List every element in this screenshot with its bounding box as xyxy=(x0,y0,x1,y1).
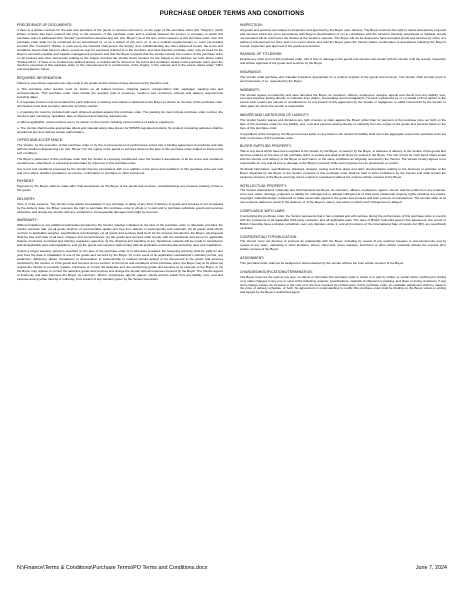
section-heading: CHANGES/MODIFICATIONS/TERMINATION: xyxy=(240,269,313,274)
section-heading: INTELLECTUAL PROPERTY: xyxy=(240,183,288,188)
section-paragraph: In accepting this purchase order, the Vendor represents that it has complied and will continue during the performance of this purchase order to comply with the provisions of all applicable third-party contracts, and all applicable laws. The laws of British Columbia govern this agreement, the courts of British Columbia have exclusive jurisdiction over any disputes under it, and all provisions of the International Sale of Goods Act (BC) are specifically excluded. xyxy=(240,213,446,230)
section-paragraph: c. A packing list must be included with each shipment applied against this purchase order. The packing list must include purchase order number, the Vendor's part number(s), quantities, date of shipment and shipping requirements. xyxy=(17,110,223,119)
section-paragraph: This purchase order shall not be assigned or subcontracted by the Vendor without the prior written consent of the Buyer. xyxy=(240,260,405,265)
section-heading: INDEMNITY: xyxy=(240,87,261,92)
section xyxy=(17,138,223,175)
section-paragraph: Failure to meet these requirements may result in the goods and/or invoices being returned at the Vendor's cost. xyxy=(17,81,170,86)
section-heading: REQUIRED INFORMATION: xyxy=(17,76,63,81)
section-paragraph: The Vendor shall purchase and maintain insurance appropriate for a prudent supplier of the goods and services. The Vendor shall provide proof of such insurance, if so, requested by the Buyer. xyxy=(240,74,446,83)
section-heading: PAYMENT: xyxy=(17,179,35,184)
section xyxy=(240,256,446,266)
section-paragraph: b. A separate invoice must be rendered for each shipment or delivery and mailed or delivered to the Buyer as shown on the face of the purchase order. All invoices must bear a unique reference (invoice) number. xyxy=(17,100,223,109)
section xyxy=(240,88,446,110)
section-paragraph: If regardless of the foregoing, the Buyer becomes liable on any basis to the Vendor its liability shall not in the aggregate exceed the purchase price set forth on the face of this purchase order. xyxy=(240,131,446,140)
section-paragraph: The Vendor shall defend, indemnify and hold harmless the Buyer, its members, officers, employees, agents, clients, and the public from any expense, cost, loss, claim, damage, judgment or liability for infringement or alleged infringement of third-party intellectual property rights including any patent, copyright, industrial design, trademark or trade secret with regard to the goods and services and their process of manufacture. The Vendor shall, at its own expense defend or assist in the defense of, at the Buyer's option, any action in which such infringement is alleged. xyxy=(240,188,446,205)
section-heading: COMPLIANCE WITH LAWS: xyxy=(240,209,286,214)
document-title: PURCHASE ORDER TERMS AND CONDITIONS xyxy=(159,10,305,17)
section-paragraph: Without limitation to any additional warranties provided by the Vendor, whether indicated on the face of the purchase order or otherwise provided, the Vendor warrants that: (a) all goods shall be of merchantable quality and free from defects in workmanship and materials; (b) all goods shall strictly conform to applicable samples, specifications and drawings; (c) all goods and services shall be fit for the purpose intended by the Buyer; (d) all goods shall be free and clear of all liens, charges and encumbrances; (e) the goods and services shall comply with the standards and terms for applicable federal, provincial, municipal and industry regulatory agencies; (f) the shipping and handling of any hazardous material will be made in accordance with all applicable laws and regulations; and (g) the goods and services shall comply with all applicable environmental protection laws and regulations. xyxy=(17,223,223,248)
section-heading: INSPECTION: xyxy=(240,23,263,27)
section-paragraph: Technical information, specifications, drawings, designs, tooling and floor plans and other documentation relating to the business or activities of the Buyer disclosed by the Buyer to the Vendor pursuant to this purchase order shall be held in strict confidence by the Vendor and shall remain the exclusive property of the Buyer and may not be copied or reproduced without the express written consent of the Buyer. xyxy=(240,166,446,179)
section-paragraph: Despite any other term of this purchase order, risk of loss or damage to the goods and services will remain with the Vendor until the receipt, inspection and written approval of the goods and services by the Buyer. xyxy=(240,57,446,66)
section-heading: BUYER SUPPLIED PROPERTY: xyxy=(240,144,293,149)
section-heading: PRECEDENCE OF DOCUMENTS: xyxy=(17,23,73,27)
section xyxy=(240,70,446,84)
section-heading: WAIVER AND LIMITATIONS OF LIABILITY: xyxy=(240,113,310,118)
section-paragraph: Unless a longer warranty period is specified on the face of the purchase order or is otherwise provided, the foregoing warranty shall be valid for one year from the date of installation or use of the goods and services by the Buyer. Or in the event of an applicable manufacturer's warranty period, any weakness, deficiency, failure, breakdown or deterioration in workmanship or material should appear or be discovered in the goods and services furnished by the Vendor, or if the goods and services do not conform to the terms and conditions of this purchase order, the Buyer may at its option (a) require the Vendor to promptly replace, reimburse or correct the defective and non-conforming goods and services at no expense to the Buyer, or (b) the Buyer may replace or correct the defective goods and services and charge the Vendor with all expenses incurred by the Buyer. The Vendor agrees to indemnify and save harmless the Buyer, its members, officers, employees, agents, agents, clients and the public from any liability, loss, cost and expense arising either directly or indirectly, from breach of any warranty given by the Vendor hereunder. xyxy=(17,248,223,281)
section-heading: CONFIDENTIALITY/PUBLICATION: xyxy=(240,234,298,239)
section xyxy=(240,23,446,49)
section xyxy=(240,209,446,231)
footer xyxy=(17,565,447,571)
section-heading: DELIVERY: xyxy=(17,196,36,201)
section-paragraph: If there is a written contract for the sale and purchase of the goods or services referred to on the page of this purchase order (the "Supply"), which written contract has been entered into prior to the issuance of this purchase order and is existing between the person or company to which this purchase order is addressed (the "Vendor") and Northern Engineering Ltd. (the "Buyer") as of the time of the issuance of this purchase order, then this purchase order shall not be construed as an amendment to, or as a waiver of any term of, or as a contract supplementary to, such pre-existing contract (the "Contract"). Rather, in such event, the Contract shall govern the Supply, and, notwithstanding any other statement herein, the terms and conditions herein shall have no effect, except as may be expressly referred to in the Contract, and save that this purchase order may be used for the Buyer's accounts payable and supplier-management purposes and that the Buyer requests that the Vendor include the number of this purchase order on all invoices and other documents relating to the Supply and that the Vendor direct invoices for the Supply to the address set forth above under "Please bill to". If there is no Contract (as defined above), a contract will be formed on the terms and conditions stated in this purchase order upon the Vendor's execution of this purchase order or the commencement or performance of the Supply, in the manner and to the extent stated under "Offer and Acceptance" below. xyxy=(17,27,223,72)
section-paragraph: The Buyer's placement of this purchase order with the Vendor is expressly conditioned upon the Vendor's acceptance of all the terms and conditions contained as, advertised, or expressly incorporated by reference in this purchase order. xyxy=(17,156,223,165)
section-heading: ASSIGNMENT: xyxy=(240,256,265,261)
section xyxy=(240,52,446,66)
section-paragraph: The Vendor must not disclose or promote its relationship with the Buyer, including by means of any external releases or announcements and by means of any sales, marketing or other literature, letters, client lists, press releases, brochures or other written materials without the express prior written consent of the Buyer. xyxy=(240,239,446,252)
section-paragraph: Time is of the essence. The Vendor must advise immediately of any shortage or delay of any kind. If delivery of goods and services is not completed by the delivery date, the Buyer reserves the right to terminate this purchase order in whole or in part and to purchase substitute goods and services elsewhere and charge the Vendor with any incidental or consequential damages that might be incurred. xyxy=(17,201,223,214)
section xyxy=(17,197,223,215)
section-paragraph: a. The purchase order number must be shown on all related invoices, shipping papers, transportation bills, packages, packing lists and correspondence. This purchase order must include the quantity (unit of measure), Vendor's part number(s), price(s) and delivery requirements including dates. xyxy=(17,86,223,99)
section-heading: PASSING OF TITLE/RISK: xyxy=(240,52,283,57)
section-paragraph: e. The Vendor shall provide appropriate labels and material safety data sheets for WHMIS regulated products. No product containing asbestos shall be supplied at any time without written authorization. xyxy=(17,125,223,134)
section-heading: INSURANCE: xyxy=(240,70,262,75)
section xyxy=(17,23,223,72)
footer-date: June 7, 2024 xyxy=(415,565,447,571)
section-paragraph: Payment by the Buyer shall be made after final acceptance by the Buyer of the goods and services, notwithstanding any previous passing of title to the goods. xyxy=(17,184,223,193)
left-column xyxy=(17,23,223,568)
section xyxy=(240,235,446,253)
footer-file-path: N:\Finance\Terms & Conditions\Purchase Terms\PO Terms and Conditions.docx xyxy=(17,565,208,571)
section xyxy=(17,76,223,134)
section xyxy=(240,184,446,206)
section xyxy=(240,144,446,179)
section xyxy=(240,113,446,140)
section xyxy=(17,218,223,281)
section-paragraph: The Vendor hereby waives and disclaims any right of action or claim against the Buyer (other than for payment of the purchase price set forth on the face of the purchase order) for any liability, loss, cost and expense arising directly or indirectly from the supply of the goods and services listed on the face of this purchase order. xyxy=(240,118,446,130)
section xyxy=(240,270,446,296)
section-paragraph: Title to any items which have been supplied to the Vendor by the Buyer, or paid for by the Buyer, in advance of delivery to the Vendor of the goods and services ordered on the face of the purchase order, is vested and shall at all times be vested in the Buyer. The risk of loss for such items shall remain with the Vendor until delivery to the Buyer of such items. In the same conditions as originally received by the Vendor. The Vendor hereby agrees to be responsible for any and all loss or damage to the Buyer's property while such property is in its possession or control. xyxy=(240,149,446,166)
section xyxy=(17,179,223,193)
section-paragraph: The Vendor, by the execution of this purchase order or by the commencement of performance enters into a binding agreement of purchase and sale with the Northern Engineering Ltd. (the "Buyer") for the supply of the goods or services listed on the face of this purchase order subject to these terms and conditions. xyxy=(17,143,223,156)
section-paragraph: The Buyer reserves the right at any time, to cancel or terminate this purchase order in whole or in part by written or verbal notice confirmed in writing or to make changes in any one or more of the following: quantity, specifications, methods of shipment or packing, and place or timing of delivery. If any such change causes an increase in the cost of or the time required for performance of this purchase order, an equitable adjustment shall be made in the price or delivery schedule, or both. No agreement or understanding to modify this purchase order shall be binding on the Buyer unless in writing and signed by the Buyer's authorized agent. xyxy=(240,274,446,295)
section-heading: WARRANTY: xyxy=(17,218,38,223)
section-paragraph: d. Where applicable, serial numbers are to be shown on the invoice including serial numbers of trade-in equipment. xyxy=(17,119,175,124)
section-paragraph: All goods and services are subject to inspection and approval by the Buyer upon delivery. The Buyer reserves the right to refuse acceptance of goods and services which are not in accordance with Buyer's specifications or not in compliance with the Vendor's warranty (expressed or implied). Goods not accepted will be returned to the Vendor at the Vendor's expense. The Buyer will not be deemed to have accepted goods and services by virtue of a partial or full payment for them and in no event unless and until the Buyer gives the Vendor written confirmation of acceptance following the Buyer's receipt, inspection and approval of the goods and services. xyxy=(240,27,446,48)
section-paragraph: The Vendor agrees to indemnify and save harmless the Buyer, its members, officers, employees, assigns, agents and clients from any liability, loss, cost and expense arising directly or indirectly from claims, proceedings and investigations ("Losses") advanced by or on behalf of third parties to the extent such Losses are caused or contributed to by any breach of this agreement by the Vendor or negligence or willful misconduct by the Vendor or other party for whom the Vendor is responsible. xyxy=(240,92,446,109)
section-paragraph: Any terms and conditions proposed by the Vendor that are inconsistent with or in addition to the terms and conditions of this purchase order are void and of no effect, whether provided in an invoice, confirmation or purchase or other instrument. xyxy=(17,166,223,175)
section-heading: OFFER AND ACCEPTANCE: xyxy=(17,138,64,143)
right-column xyxy=(240,23,446,568)
